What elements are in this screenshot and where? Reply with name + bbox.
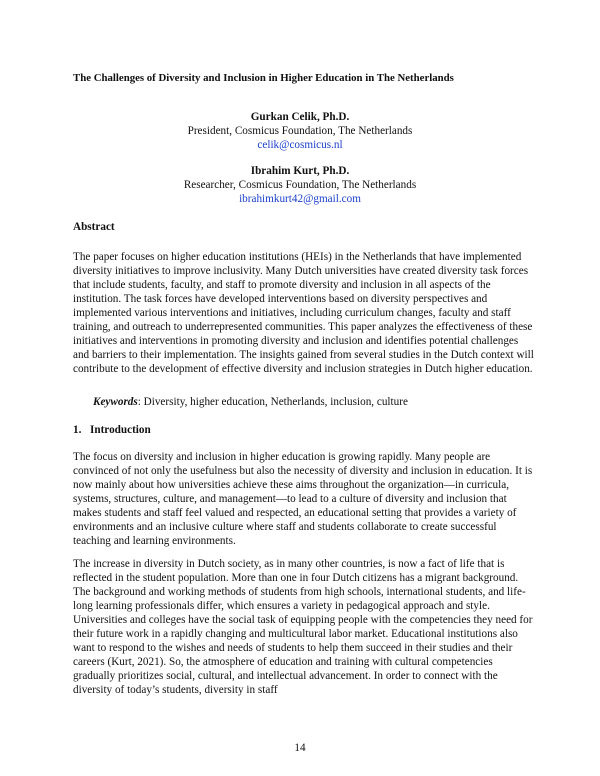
paper-title: The Challenges of Diversity and Inclusion in Higher Education in The Netherlands	[73, 72, 454, 84]
body-paragraph: The focus on diversity and inclusion in higher education is growing rapidly. Many people are convinced of not only the usefulness but also the necessity of diversity and inclusion in education. It is now mainly about how universities achieve these aims throughout the organization—in curricula, systems, structures, culture, and management—to lead to a culture of diversity and inclusion that makes students and staff feel valued and respected, an educational setting that provides a variety of environments and an inclusive culture where staff and students collaborate to create successful teaching and learning environments.	[73, 451, 533, 547]
keywords-text: : Diversity, higher education, Netherlands, inclusion, culture	[137, 396, 408, 408]
keywords-label: Keywords	[93, 396, 138, 408]
body-paragraph: The increase in diversity in Dutch society, as in many other countries, is now a fact of life that is reflected in the student population. More than one in four Dutch citizens has a migrant background. The background and working methods of students from high schools, international students, and life-long learning professionals differ, which ensures a variety in pedagogical approach and style. Universities and colleges have the social task of equipping people with the competencies they need for their future work in a rapidly changing and multicultural labor market. Educational institutions also want to respond to the wishes and needs of students to help them succeed in their studies and their careers (Kurt, 2021). So, the atmosphere of education and training with cultural competencies gradually prioritizes social, cultural, and intellectual advancement. In order to connect with the diversity of today’s students, diversity in staff	[73, 558, 533, 696]
author-block	[0, 164, 600, 206]
author-affiliation: President, Cosmicus Foundation, The Netherlands	[187, 125, 413, 137]
section-heading-introduction	[73, 423, 151, 437]
abstract-body: The paper focuses on higher education institutions (HEIs) in the Netherlands that have implemented diversity initiatives to improve inclusivity. Many Dutch universities have created diversity task forces that include students, faculty, and staff to promote diversity and inclusion in all aspects of the institution. The task forces have developed interventions based on diversity perspectives and implemented various interventions and initiatives, including curriculum changes, faculty and staff training, and outreach to underrepresented communities. This paper analyzes the effectiveness of these initiatives and interventions in promoting diversity and inclusion and identifies potential challenges and barriers to their implementation. The insights gained from several studies in the Dutch context will contribute to the development of effective diversity and inclusion strategies in Dutch higher education.	[73, 251, 534, 375]
abstract-heading: Abstract	[73, 221, 115, 233]
keywords-line	[93, 395, 408, 409]
author-affiliation: Researcher, Cosmicus Foundation, The Netherlands	[183, 179, 417, 191]
section-number: 1.	[73, 424, 82, 436]
author-email-link[interactable]: celik@cosmicus.nl	[257, 139, 343, 151]
author-block	[0, 110, 600, 152]
author-name: Gurkan Celik, Ph.D.	[250, 111, 350, 123]
section-title: Introduction	[90, 424, 151, 436]
author-email-link[interactable]: ibrahimkurt42@gmail.com	[239, 193, 361, 205]
author-name: Ibrahim Kurt, Ph.D.	[250, 165, 350, 177]
page-number: 14	[294, 742, 306, 754]
